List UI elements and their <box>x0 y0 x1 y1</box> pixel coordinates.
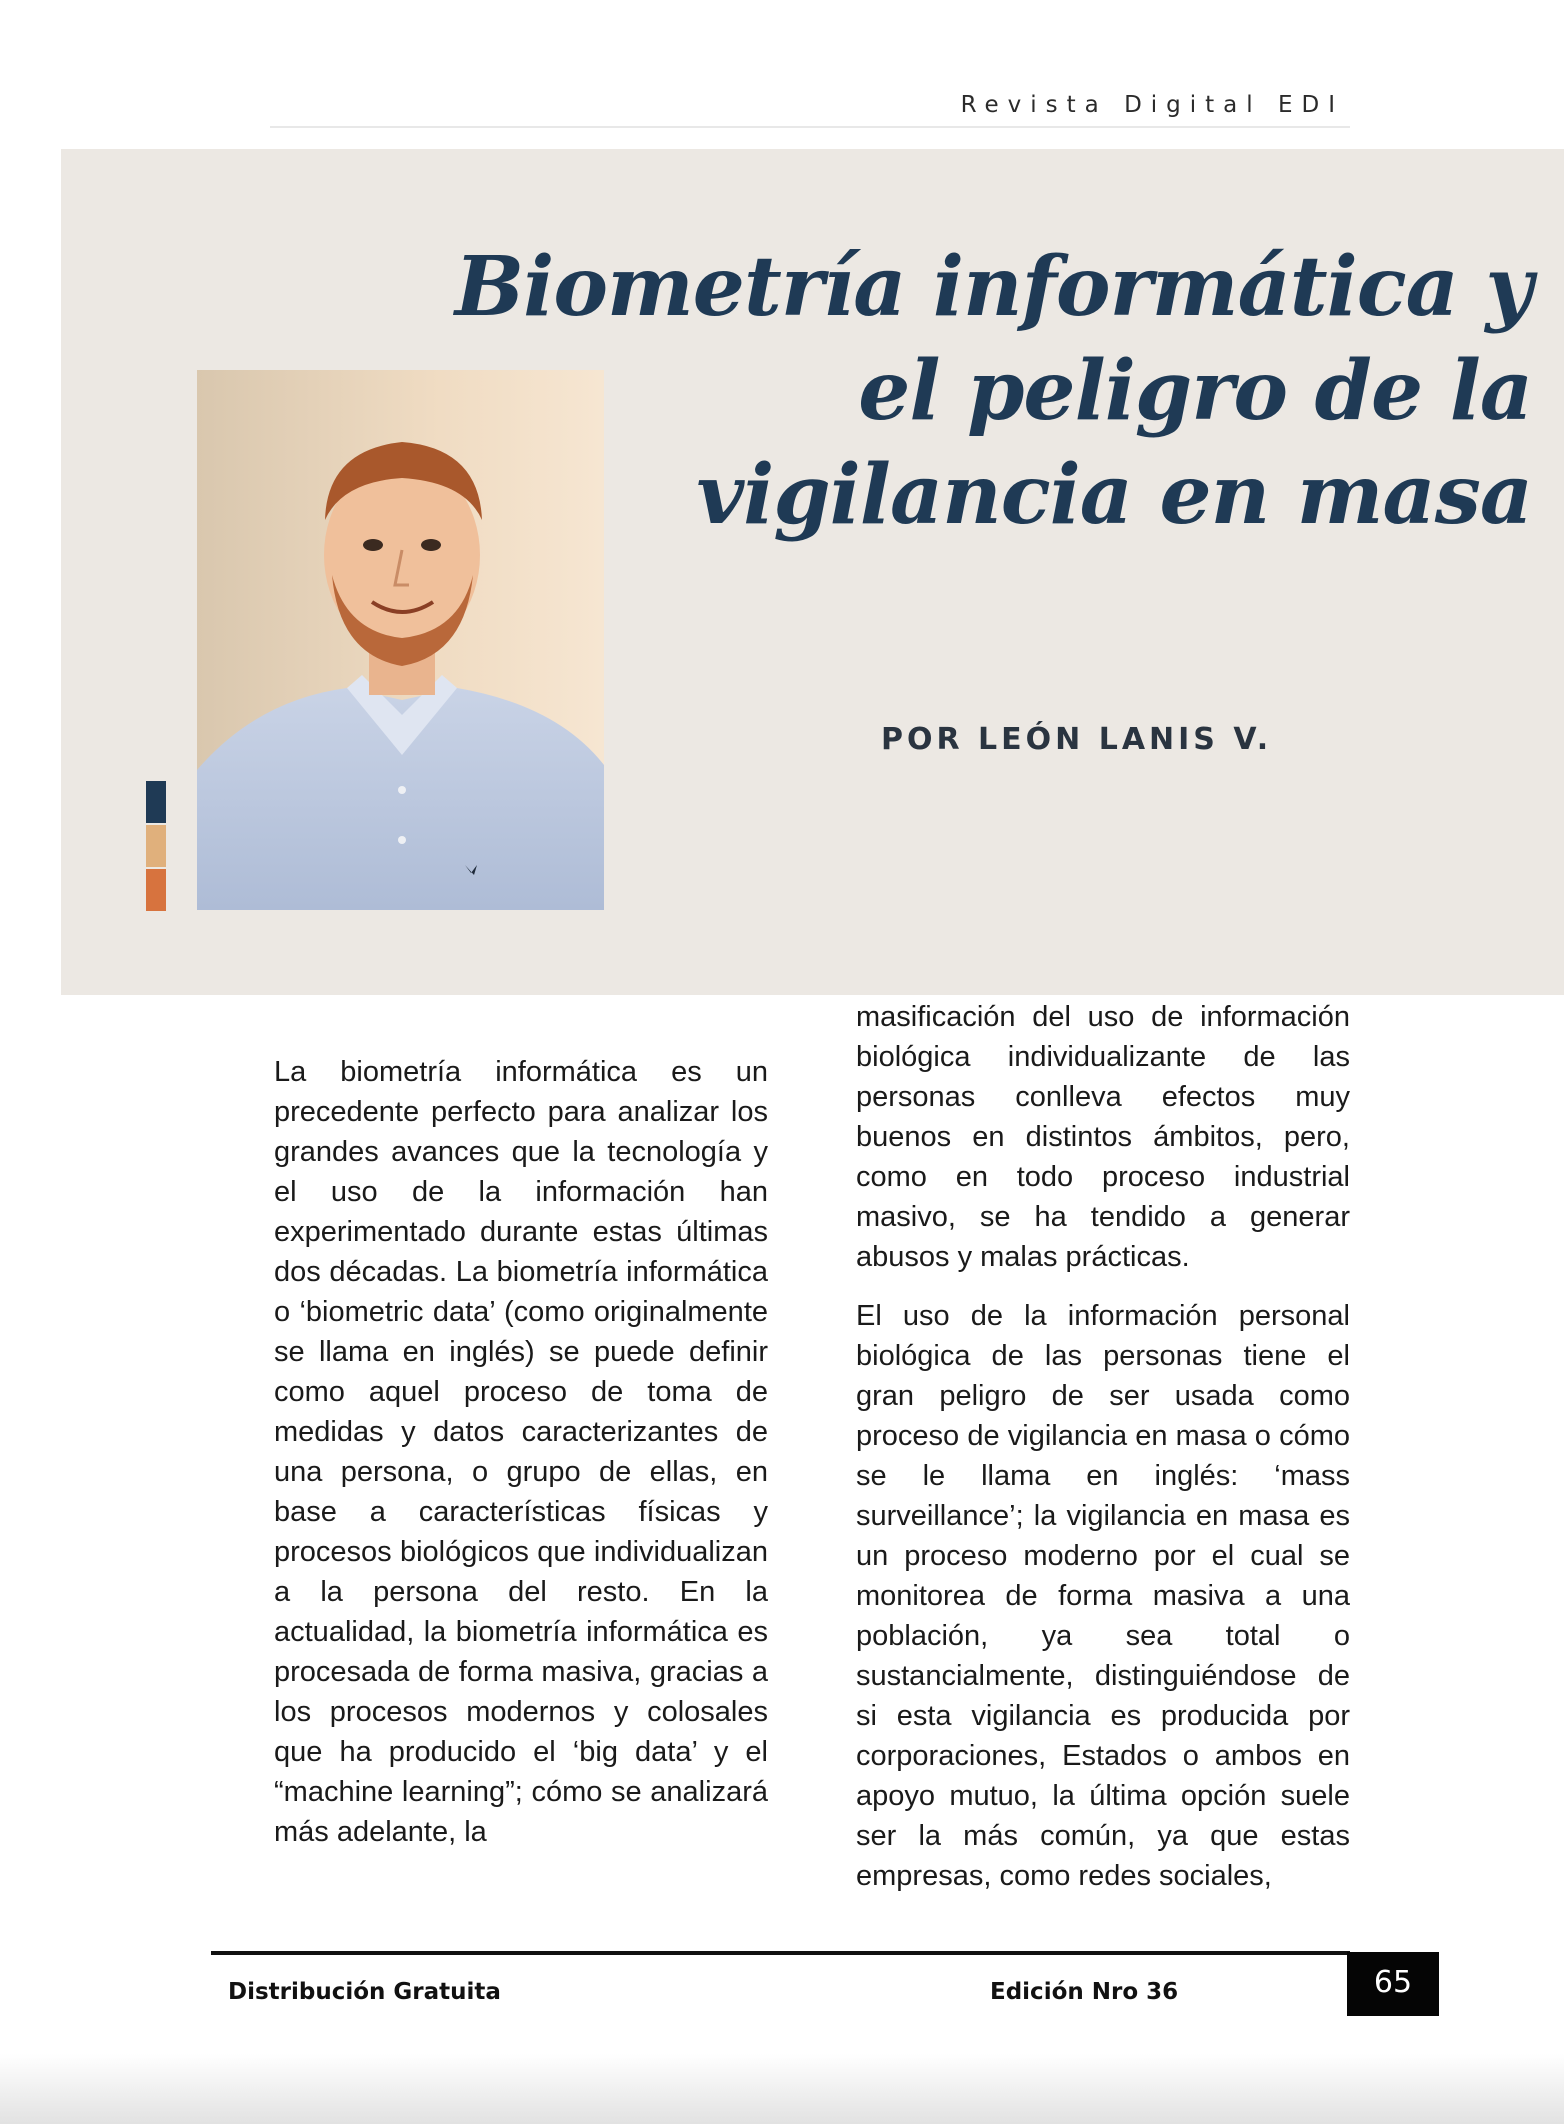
footer-distribution: Distribución Gratuita <box>228 1979 501 2005</box>
footer-divider <box>211 1951 1350 1955</box>
magazine-header <box>270 88 1350 128</box>
article-column-left: La biometría informática es un precedente perfecto para analizar los grandes avances que la tecnología y el uso de la información han experimentado durante estas últimas dos décadas. La biometría informática o ‘biometric data’ (como originalmente se llama en inglés) se puede definir como aquel proceso de toma de medidas y datos caracterizantes de una persona, o grupo de ellas, en base a características físicas y procesos biológicos que individualizan a la persona del resto. En la actualidad, la biometría informática es procesada de forma masiva, gracias a los procesos modernos y colosales que ha producido el ‘big data’ y el “machine learning”; cómo se analizará más adelante, la <box>274 1056 768 1848</box>
header-divider <box>270 126 1350 128</box>
paragraph: El uso de la información personal biológica de las personas tiene el gran peligro de ser usada como proceso de vigilancia en masa o cómo se le llama en inglés: ‘mass surveillance’; la vigilancia en masa es un proceso moderno por el cual se monitorea de forma masiva a una población, ya sea total o sustancialmente, distinguiéndose de si esta vigilancia es producida por corporaciones, Estados o ambos en apoyo mutuo, la última opción suele ser la más común, ya que estas empresas, como redes sociales, <box>856 1300 1350 1892</box>
paragraph: masificación del uso de información biológica individualizante de las personas conlleva efectos muy buenos en distintos ámbitos, pero, como en todo proceso industrial masivo, se ha tendido a generar abusos y malas prácticas. <box>856 1001 1350 1273</box>
color-stripes <box>146 781 166 911</box>
stripe-orange <box>146 869 166 911</box>
author-photo <box>197 370 604 910</box>
title-line-1: Biometría informática y <box>454 239 1532 335</box>
title-line-2: el peligro de la <box>858 343 1532 439</box>
stripe-navy <box>146 781 166 823</box>
magazine-name: Revista Digital EDI <box>960 92 1344 118</box>
footer-edition: Edición Nro 36 <box>990 1979 1179 2005</box>
page-bottom-shadow <box>0 2054 1564 2124</box>
article-banner <box>61 149 1564 995</box>
title-line-3: vigilancia en masa <box>696 447 1532 543</box>
article-title <box>455 235 1532 547</box>
author-byline: POR LEÓN LANIS V. <box>881 722 1273 757</box>
stripe-tan <box>146 825 166 867</box>
article-column-right <box>856 997 1350 1896</box>
page-number: 65 <box>1347 1952 1439 2016</box>
